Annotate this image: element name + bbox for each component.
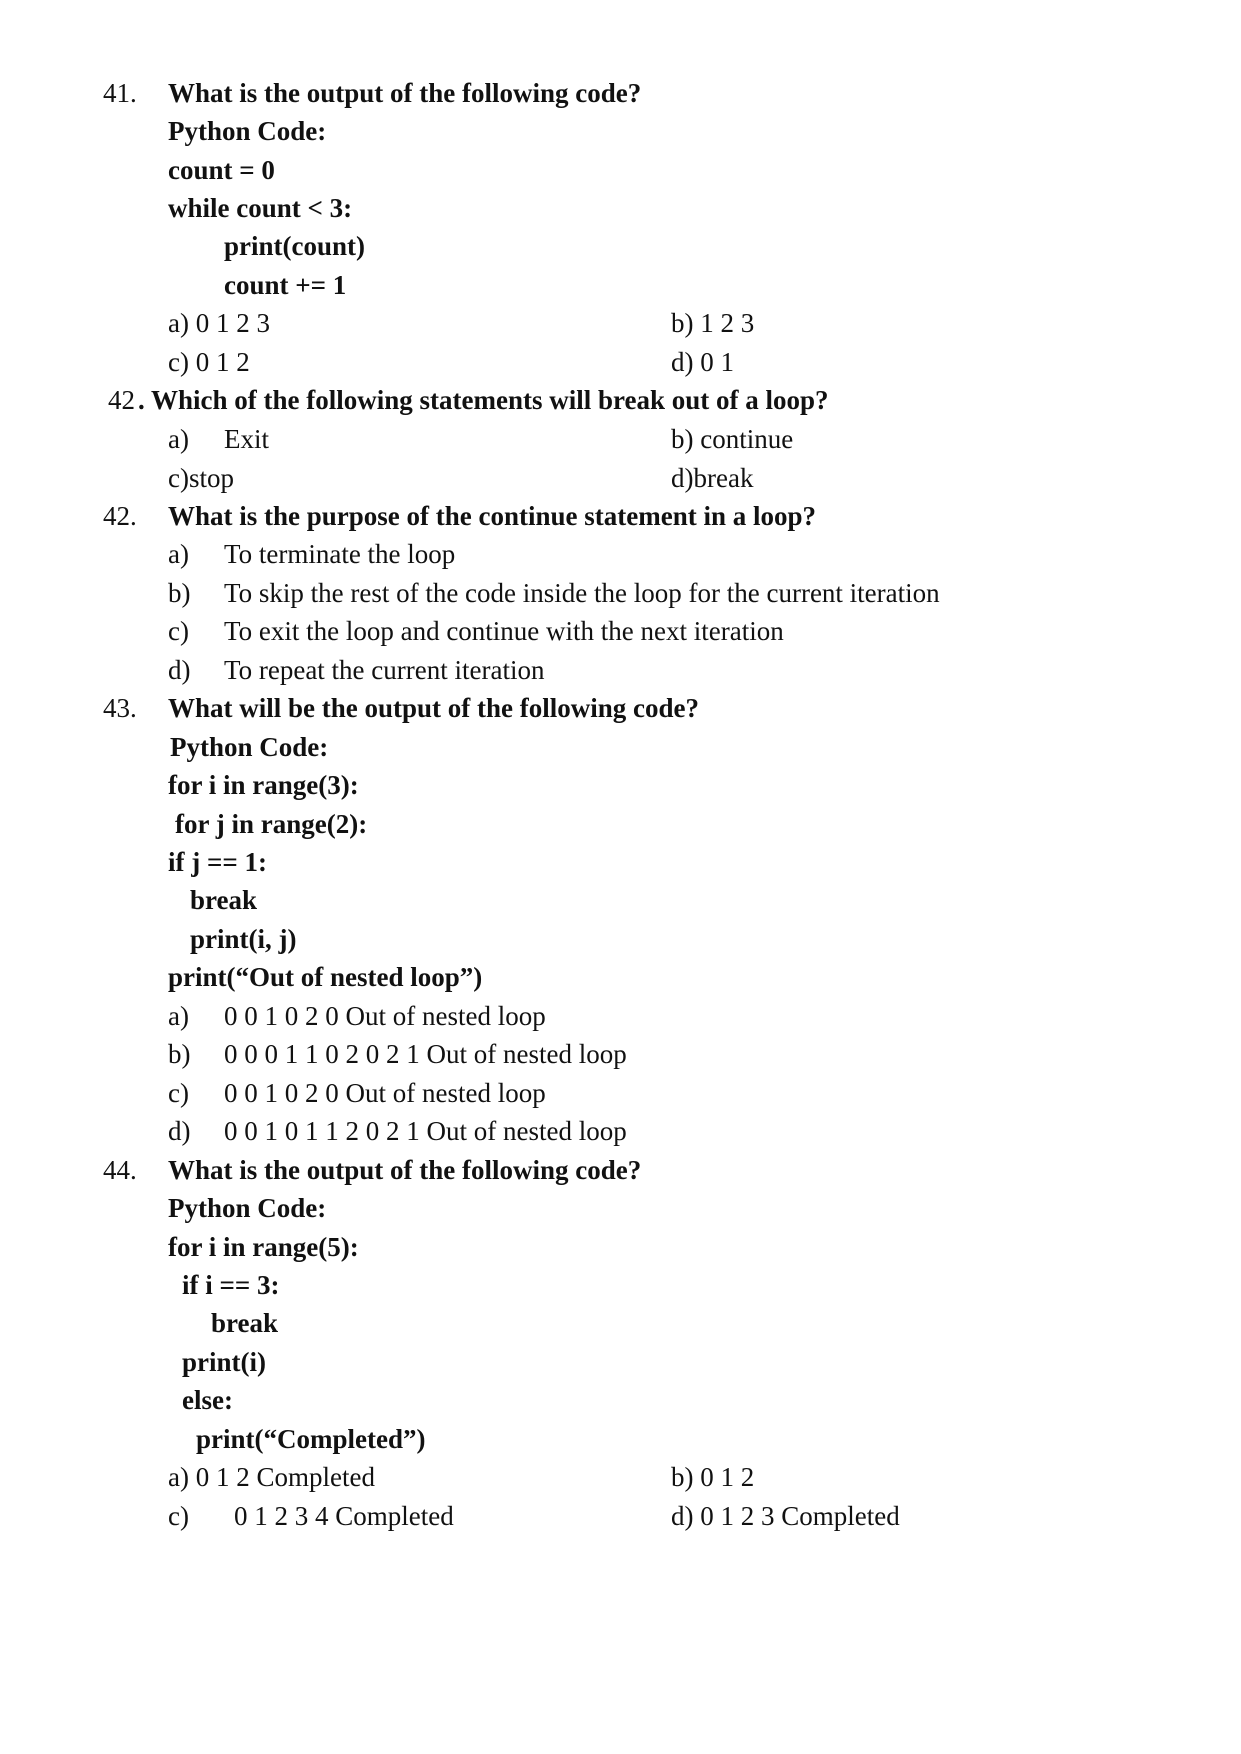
code-line: print(i, j): [190, 924, 297, 954]
question-number: 43.: [103, 693, 137, 723]
question-number: 41.: [103, 78, 137, 108]
code-line: else:: [182, 1385, 233, 1415]
code-line: count += 1: [224, 270, 347, 300]
code-line: for i in range(3):: [168, 770, 359, 800]
option-d: d)break: [671, 463, 754, 493]
option-b: 0 0 0 1 1 0 2 0 2 1 Out of nested loop: [224, 1039, 627, 1069]
question-number: 44.: [103, 1155, 137, 1185]
option-b: b) 0 1 2: [671, 1462, 755, 1492]
question-text: What is the purpose of the continue statement in a loop?: [168, 501, 817, 531]
code-label: Python Code:: [170, 732, 329, 762]
code-line: print(“Completed”): [196, 1424, 426, 1454]
option-a-letter: a): [168, 539, 189, 569]
code-line: while count < 3:: [168, 193, 353, 223]
option-c-letter: c): [168, 1078, 189, 1108]
option-a-letter: a): [168, 424, 189, 454]
option-c: c) 0 1 2: [168, 347, 250, 377]
option-c: c)stop: [168, 463, 234, 493]
code-line: break: [211, 1308, 279, 1338]
option-a: 0 0 1 0 2 0 Out of nested loop: [224, 1001, 546, 1031]
code-line: print(count): [224, 231, 365, 261]
question-text: . Which of the following statements will break out of a loop?: [138, 385, 829, 415]
option-c: 0 0 1 0 2 0 Out of nested loop: [224, 1078, 546, 1108]
option-b: b) 1 2 3: [671, 308, 755, 338]
question-text: What is the output of the following code?: [168, 1155, 642, 1185]
code-line: print(i): [182, 1347, 266, 1377]
option-a: a) 0 1 2 3: [168, 308, 270, 338]
code-line: count = 0: [168, 155, 275, 185]
option-d: 0 0 1 0 1 1 2 0 2 1 Out of nested loop: [224, 1116, 627, 1146]
code-line: for i in range(5):: [168, 1232, 359, 1262]
option-b-letter: b): [168, 1039, 191, 1069]
code-label: Python Code:: [168, 116, 327, 146]
option-d: d) 0 1 2 3 Completed: [671, 1501, 900, 1531]
question-text: What is the output of the following code?: [168, 78, 642, 108]
code-line: break: [190, 885, 258, 915]
option-d-letter: d): [168, 1116, 191, 1146]
option-c-letter: c): [168, 1501, 189, 1531]
option-c-letter: c): [168, 616, 189, 646]
option-d-letter: d): [168, 655, 191, 685]
option-a-letter: a): [168, 1001, 189, 1031]
option-b-letter: b): [168, 578, 191, 608]
option-a: Exit: [224, 424, 269, 454]
question-number: 42: [108, 385, 135, 415]
option-a: a) 0 1 2 Completed: [168, 1462, 375, 1492]
question-number: 42.: [103, 501, 137, 531]
code-line: if j == 1:: [168, 847, 267, 877]
option-c: To exit the loop and continue with the next iteration: [224, 616, 784, 646]
option-d: d) 0 1: [671, 347, 734, 377]
option-b: b) continue: [671, 424, 794, 454]
option-c: 0 1 2 3 4 Completed: [234, 1501, 454, 1531]
code-line: if i == 3:: [182, 1270, 280, 1300]
code-line: for j in range(2):: [175, 809, 368, 839]
option-b: To skip the rest of the code inside the loop for the current iteration: [224, 578, 940, 608]
option-d: To repeat the current iteration: [224, 655, 545, 685]
question-text: What will be the output of the following code?: [168, 693, 700, 723]
code-label: Python Code:: [168, 1193, 327, 1223]
code-line: print(“Out of nested loop”): [168, 962, 483, 992]
option-a: To terminate the loop: [224, 539, 456, 569]
